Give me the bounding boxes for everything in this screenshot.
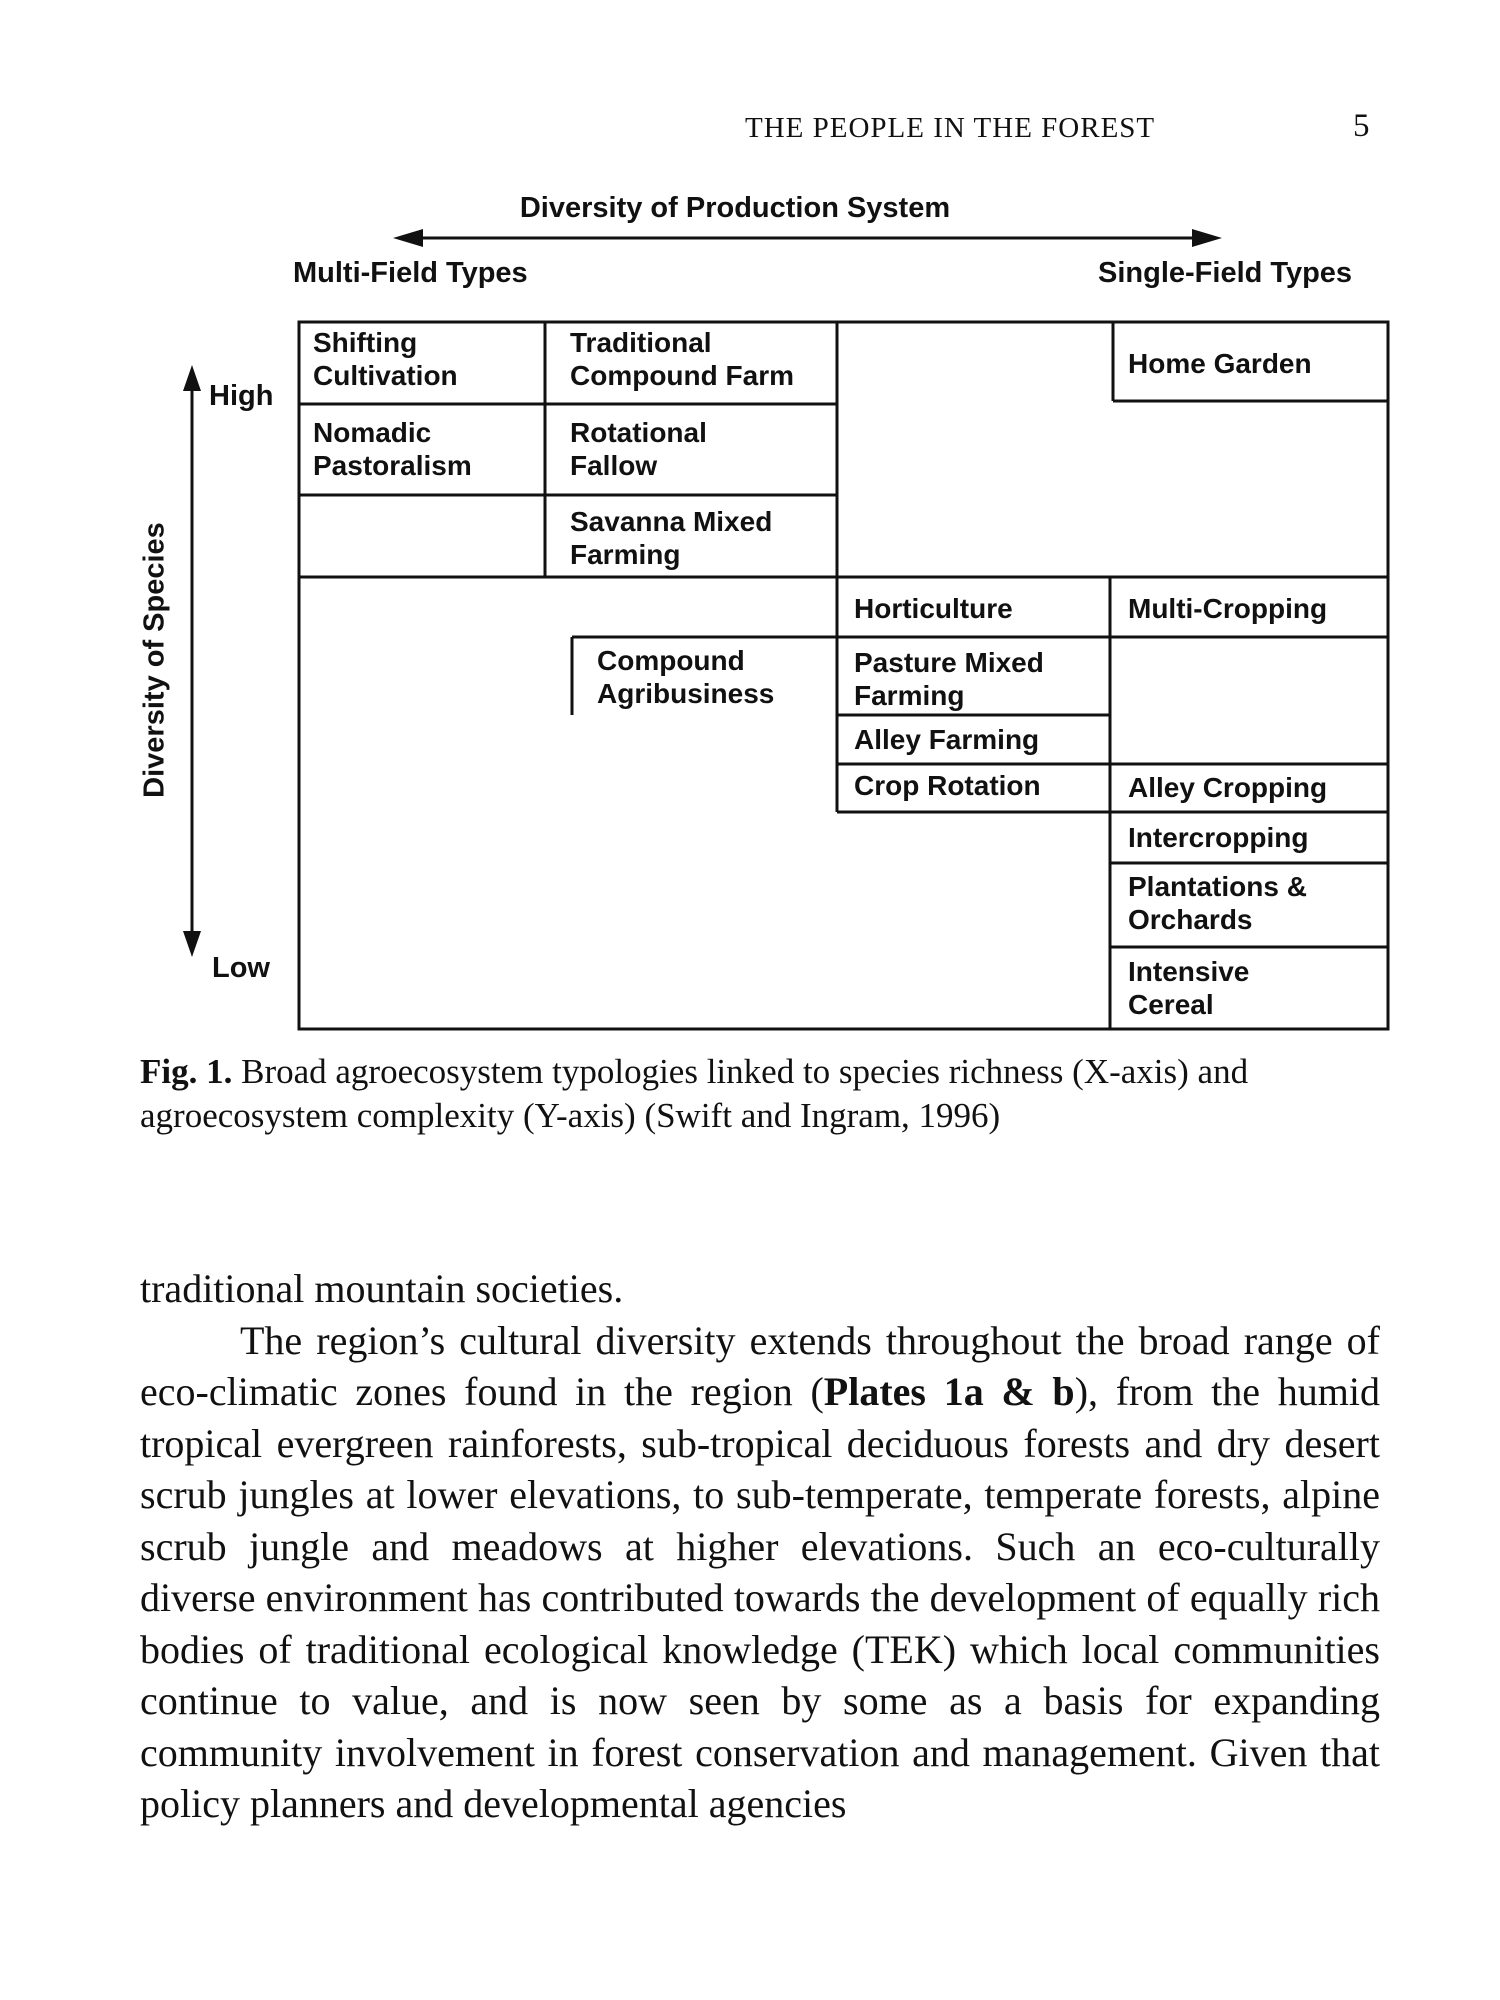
cell-line: Multi-Cropping (1128, 593, 1328, 624)
x-axis-left-label: Multi-Field Types (293, 257, 528, 289)
plates-reference: Plates 1a & b (823, 1369, 1075, 1414)
paragraph (140, 1315, 1380, 1830)
running-title: THE PEOPLE IN THE FOREST (745, 112, 1156, 144)
cell-savanna-mixed-farming (570, 505, 772, 571)
paragraph: traditional mountain societies. (140, 1266, 624, 1311)
cell-line: Crop Rotation (854, 770, 1041, 801)
cell-line: Fallow (570, 450, 658, 481)
arrow-up-head (183, 365, 201, 391)
cell-intercropping (1128, 821, 1308, 854)
cell-compound-agribusiness (597, 644, 774, 710)
cell-line: Plantations & (1128, 871, 1307, 902)
body-text (140, 1263, 1380, 1830)
page-number: 5 (1353, 108, 1370, 144)
cell-home-garden (1128, 347, 1312, 380)
cell-line: Traditional (570, 327, 712, 358)
cell-line: Cultivation (313, 360, 458, 391)
cell-line: Shifting (313, 327, 418, 358)
cell-line: Nomadic (313, 417, 432, 448)
cell-intensive-cereal (1128, 955, 1249, 1021)
cell-line: Cereal (1128, 989, 1214, 1020)
cell-horticulture (854, 592, 1013, 625)
cell-nomadic-pastoralism (313, 416, 472, 482)
cell-line: Orchards (1128, 904, 1253, 935)
cell-pasture-mixed-farming (854, 646, 1044, 712)
cell-traditional-compound-farm (570, 326, 794, 392)
cell-line: Compound (597, 645, 745, 676)
cell-line: Savanna Mixed (570, 506, 773, 537)
cell-line: Farming (570, 539, 681, 570)
cell-shifting-cultivation (313, 326, 458, 392)
cell-line: Compound Farm (570, 360, 794, 391)
cell-line: Alley Cropping (1128, 772, 1328, 803)
cell-line: Pasture Mixed (854, 647, 1044, 678)
cell-line: Farming (854, 680, 965, 711)
x-axis-right-label: Single-Field Types (1098, 257, 1353, 289)
arrow-left-head (393, 229, 423, 247)
cell-plantations-orchards (1128, 870, 1307, 936)
cell-line: Alley Farming (854, 724, 1040, 755)
x-axis-title: Diversity of Production System (519, 192, 951, 224)
caption-label: Fig. 1. (140, 1052, 233, 1091)
paragraph-text: ), from the humid tropical evergreen rainforests, sub-tropical deciduous forests and dry desert scrub jungles at lower elevations, to sub-temperate, temperate forests, alpine scrub jungle and meadows at higher elevations. Such an eco-culturally diverse environment has contributed towards the development of equally rich bodies of traditional ecological knowledge (TEK) which local communities continue to value, and is now seen by some as a basis for expanding community involvement in forest conservation and management. Given that policy planners and developmental agencies (140, 1369, 1380, 1826)
cell-crop-rotation (854, 769, 1041, 802)
cell-line: Intercropping (1128, 822, 1309, 853)
arrow-right-head (1192, 229, 1222, 247)
figure-caption (140, 1050, 1380, 1138)
y-axis-title: Diversity of Species (138, 522, 171, 798)
caption-text: Broad agroecosystem typologies linked to species richness (X-axis) and agroecosystem complexity (Y-axis) (Swift and Ingram, 1996) (140, 1052, 1249, 1135)
cell-line: Rotational (570, 417, 707, 448)
cell-line: Agribusiness (597, 678, 775, 709)
paragraph-text: The region’s cultural diversity extends throughout the broad range of eco-climatic zones found in the region ( (140, 1317, 1380, 1414)
cell-multi-cropping (1128, 592, 1327, 625)
cell-line: Horticulture (854, 593, 1013, 624)
cell-rotational-fallow (570, 416, 707, 482)
cell-line: Home Garden (1128, 348, 1312, 379)
cell-line: Intensive (1128, 956, 1250, 987)
arrow-down-head (183, 931, 201, 957)
cell-line: Pastoralism (313, 450, 472, 481)
y-axis-low-label: Low (212, 952, 270, 984)
cell-alley-farming (854, 723, 1039, 756)
cell-alley-cropping (1128, 771, 1327, 804)
y-axis-high-label: High (209, 380, 274, 412)
